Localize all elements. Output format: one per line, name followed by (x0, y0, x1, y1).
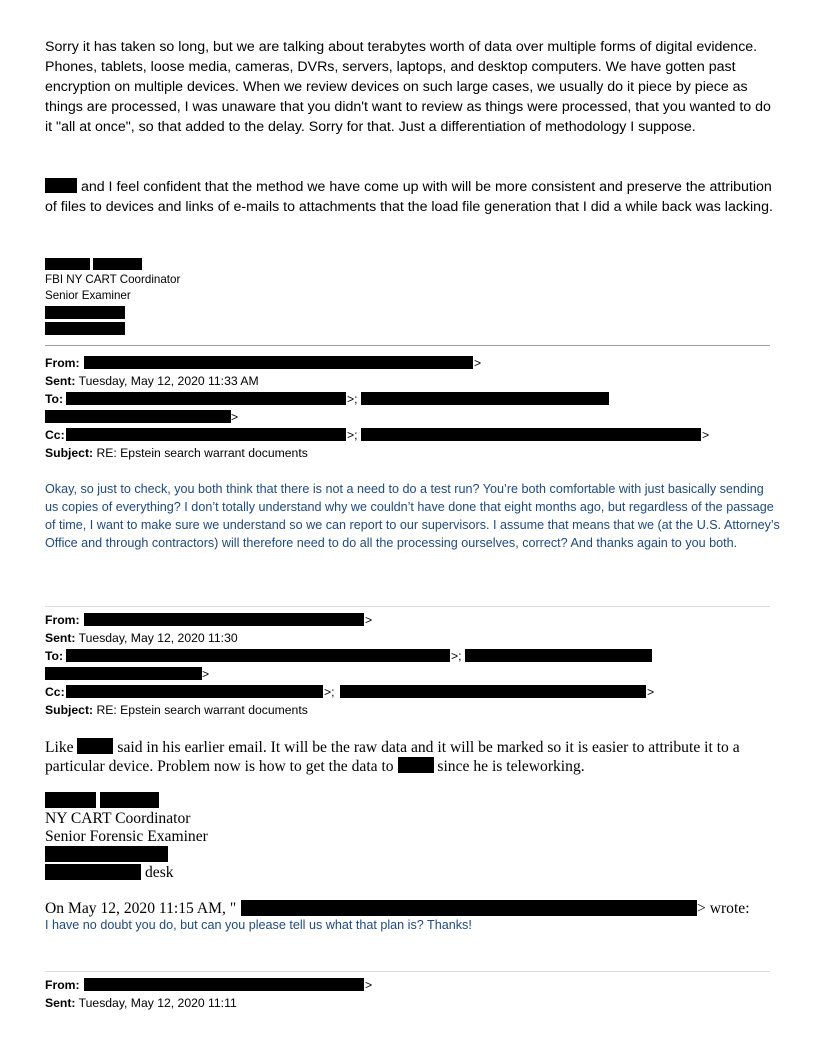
angle-bracket: > (202, 667, 210, 681)
redaction-box (45, 667, 202, 680)
angle-bracket: > (647, 685, 655, 699)
email-subject (45, 701, 308, 719)
to-label: To: (45, 649, 64, 663)
email-sent (45, 994, 237, 1012)
angle-bracket: > (365, 613, 373, 627)
from-label: From: (45, 613, 80, 627)
signature-desk: desk (145, 864, 174, 881)
email-from (45, 976, 80, 994)
redaction-box (361, 428, 701, 441)
from-label: From: (45, 978, 80, 992)
redaction-box (45, 846, 168, 862)
redaction-box (84, 613, 364, 626)
signature-role: Senior Examiner (45, 289, 131, 302)
email-from (45, 354, 80, 372)
body-text: since he is teleworking. (433, 758, 585, 775)
email-body-line-1 (45, 738, 740, 757)
email-to (45, 390, 63, 408)
sent-value: Tuesday, May 12, 2020 11:30 (78, 631, 238, 645)
redaction-box (398, 757, 434, 773)
redaction-box (45, 410, 231, 423)
redaction-box (66, 428, 346, 441)
sent-label: Sent: (45, 631, 76, 645)
redaction-box (45, 306, 125, 319)
subject-label: Subject: (45, 703, 94, 717)
redaction-box (241, 900, 697, 916)
redaction-box (340, 685, 646, 698)
body-text: Like (45, 739, 78, 756)
redaction-box (465, 649, 652, 662)
redaction-box (45, 178, 77, 193)
redaction-box (361, 392, 609, 405)
email-to (45, 647, 63, 665)
redaction-box (66, 392, 346, 405)
angle-bracket: > (365, 978, 373, 992)
body-text: particular device. Problem now is how to get the data to (45, 758, 398, 775)
separator: >; (451, 649, 462, 663)
redaction-box (45, 322, 125, 335)
email-cc (45, 426, 65, 444)
to-label: To: (45, 392, 64, 406)
angle-bracket: > (231, 410, 239, 424)
redaction-box (84, 978, 364, 991)
signature-title: FBI NY CART Coordinator (45, 273, 181, 286)
sent-label: Sent: (45, 996, 76, 1010)
quote-wrote: > wrote: (697, 900, 750, 917)
subject-value: RE: Epstein search warrant documents (96, 703, 308, 717)
redaction-box (100, 792, 159, 808)
cc-label: Cc: (45, 428, 65, 442)
sent-value: Tuesday, May 12, 2020 11:11 (78, 996, 237, 1010)
separator: >; (324, 685, 335, 699)
cc-label: Cc: (45, 685, 65, 699)
redaction-box (66, 649, 450, 662)
subject-label: Subject: (45, 446, 94, 460)
angle-bracket: > (474, 356, 482, 370)
email-sent (45, 629, 238, 647)
message-paragraph-2-text: and I feel confident that the method we have come up with will be more consistent and preserve the attribution of files to devices and links of e-mails to attachments that the load file generation that I did a while back was lacking. (45, 179, 773, 215)
message-paragraph-1: Sorry it has taken so long, but we are talking about terabytes worth of data over multiple forms of digital evidence. Phones, tablets, loose media, cameras, DVRs, servers, laptops, and desktop computers. We have gotten past encryption on multiple devices. When we review devices on such large cases, we usually do it piece by piece as things are processed, I was unaware that you didn't want to review as things were processed, that you wanted to do it "all at once", so that added to the delay. Sorry for that. Just a differentiation of methodology I suppose. (45, 39, 771, 135)
subject-value: RE: Epstein search warrant documents (96, 446, 308, 460)
quote-intro: On May 12, 2020 11:15 AM, " (45, 900, 237, 917)
sent-label: Sent: (45, 374, 76, 388)
angle-bracket: > (702, 428, 710, 442)
separator: >; (347, 392, 358, 406)
signature-role: Senior Forensic Examiner (45, 828, 208, 845)
email-body-line-2 (45, 757, 585, 776)
signature-title: NY CART Coordinator (45, 810, 191, 827)
email-subject (45, 444, 308, 462)
email-separator (45, 971, 770, 972)
redaction-box (84, 356, 473, 369)
email-body: Okay, so just to check, you both think that there is not a need to do a test run? You’re both comfortable with just basically sending us copies of everything? I don’t totally understand why we couldn’t have done that eight months ago, but regardless of the passage of time, I want to make sure we understand so we can report to our supervisors. I assume that means that we (at the U.S. Attorney’s Office and through contractors) will therefore need to do all the processing ourselves, correct? And thanks again to you both. (45, 482, 780, 550)
email-separator (45, 606, 770, 607)
redaction-box (66, 685, 323, 698)
separator: >; (347, 428, 358, 442)
message-paragraph-2 (45, 177, 775, 217)
email-sent (45, 372, 259, 390)
quoted-text: I have no doubt you do, but can you please tell us what that plan is? Thanks! (45, 918, 472, 932)
email-from (45, 611, 80, 629)
from-label: From: (45, 356, 80, 370)
body-text: said in his earlier email. It will be the raw data and it will be marked so it is easier to attribute it to a (113, 739, 740, 756)
redaction-box (77, 738, 113, 754)
redaction-box (93, 258, 142, 270)
redaction-box (45, 864, 141, 880)
sent-value: Tuesday, May 12, 2020 11:33 AM (78, 374, 259, 388)
redaction-box (45, 792, 96, 808)
redaction-box (45, 258, 90, 270)
email-cc (45, 683, 65, 701)
email-separator (45, 345, 770, 346)
